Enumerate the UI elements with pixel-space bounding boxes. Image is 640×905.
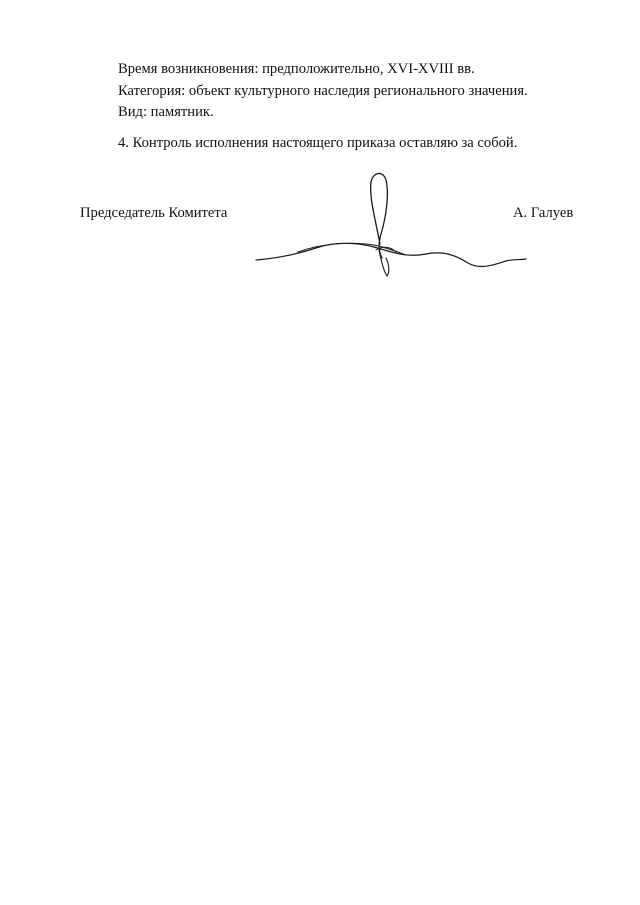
signatory-name: А. Галуев	[513, 205, 574, 221]
control-clause: 4. Контроль исполнения настоящего приказа оставляю за собой.	[118, 135, 518, 151]
handwritten-signature	[250, 168, 530, 280]
signatory-title: Председатель Комитета	[80, 205, 228, 221]
category-line: Категория: объект культурного наследия регионального значения.	[118, 83, 528, 99]
origin-time-line: Время возникновения: предположительно, XVI-XVIII вв.	[118, 61, 475, 77]
type-line: Вид: памятник.	[118, 104, 214, 120]
